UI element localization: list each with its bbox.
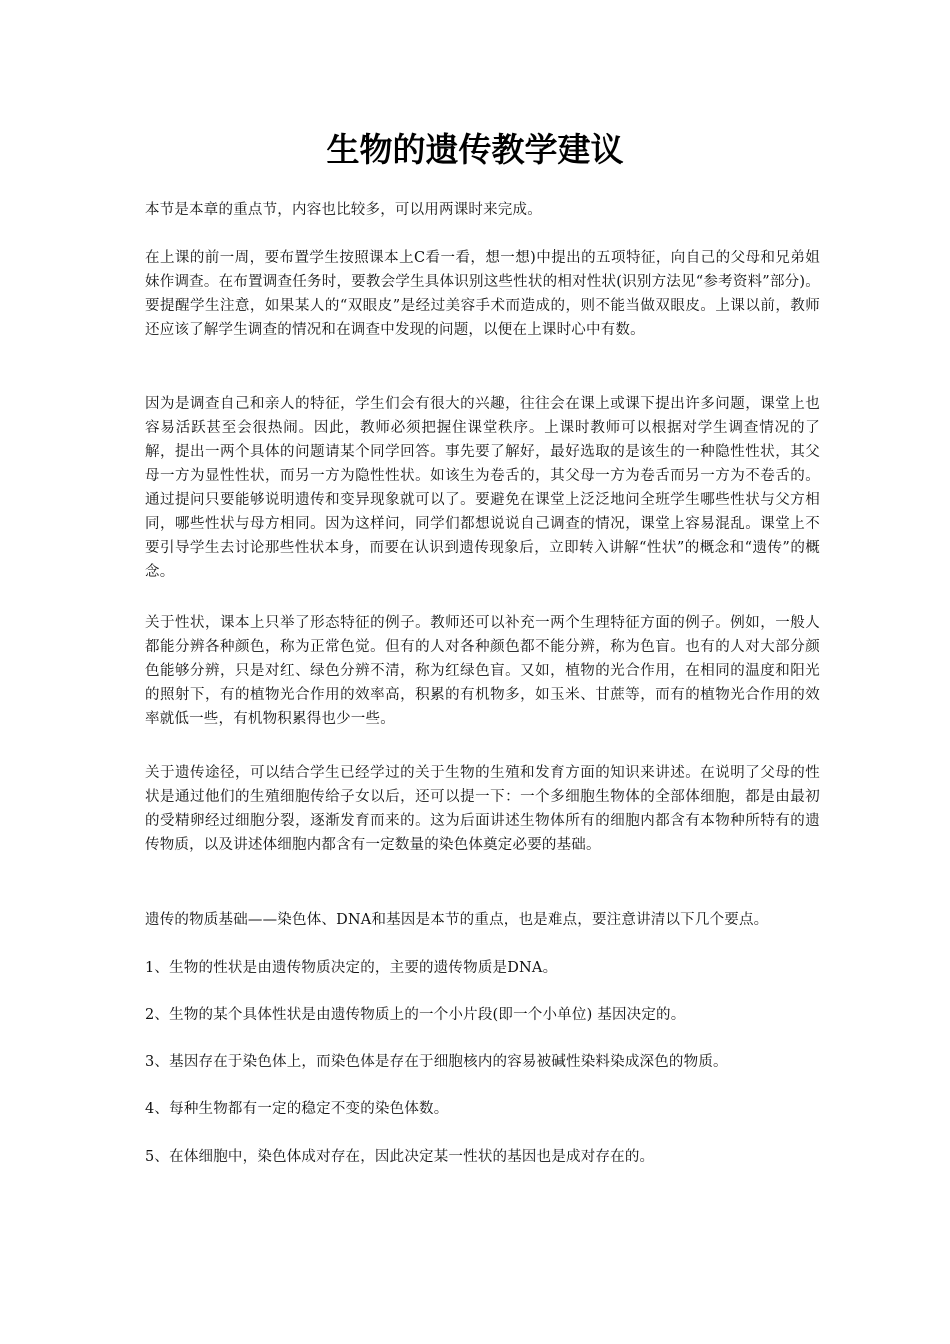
list-item-1: 1、生物的性状是由遗传物质决定的，主要的遗传物质是DNA。 (145, 960, 558, 976)
document-title: 生物的遗传教学建议 (326, 130, 624, 169)
paragraph-intro: 本节是本章的重点节，内容也比较多，可以用两课时来完成。 (145, 202, 542, 218)
list-item-5: 5、在体细胞中，染色体成对存在，因此决定某一性状的基因也是成对存在的。 (145, 1149, 655, 1165)
list-item-4: 4、每种生物都有一定的稳定不变的染色体数。 (145, 1101, 449, 1117)
paragraph-traits: 关于性状，课本上只举了形态特征的例子。教师还可以补充一两个生理特征方面的例子。例如，一般人都能分辨各种颜色，称为正常色觉。但有的人对各种颜色都不能分辨，称为色盲。也有的人对大部分颜色能够分辨，只是对红、绿色分辨不清，称为红绿色盲。又如，植物的光合作用，在相同的温度和阳光的照射下，有的植物光合作用的效率高，积累的有机物多，如玉米、甘蔗等，而有的植物光合作用的效率就低一些，有机物积累得也少一些。 (145, 615, 820, 727)
list-item-3: 3、基因存在于染色体上，而染色体是存在于细胞核内的容易被碱性染料染成深色的物质。 (145, 1054, 728, 1070)
paragraph-inheritance-path: 关于遗传途径，可以结合学生已经学过的关于生物的生殖和发育方面的知识来讲述。在说明了父母的性状是通过他们的生殖细胞传给子女以后，还可以提一下：一个多细胞生物体的全部体细胞，都是由最初的受精卵经过细胞分裂，逐渐发育而来的。这为后面讲述生物体所有的细胞内都含有本物种所特有的遗传物质，以及讲述体细胞内都含有一定数量的染色体奠定必要的基础。 (145, 765, 820, 853)
paragraph-preparation: 在上课的前一周，要布置学生按照课本上C看一看，想一想)中提出的五项特征，向自己的父母和兄弟姐妹作调查。在布置调查任务时，要教会学生具体识别这些性状的相对性状(识别方法见“参考资料”部分)。要提醒学生注意，如果某人的“双眼皮”是经过美容手术而造成的，则不能当做双眼皮。上课以前，教师还应该了解学生调查的情况和在调查中发现的问题，以便在上课时心中有数。 (145, 250, 820, 338)
paragraph-classroom: 因为是调查自己和亲人的特征，学生们会有很大的兴趣，往往会在课上或课下提出许多问题，课堂上也容易活跃甚至会很热闹。因此，教师必须把握住课堂秩序。上课时教师可以根据对学生调查情况的了解，提出一两个具体的问题请某个同学回答。事先要了解好，最好选取的是该生的一种隐性性状，其父母一方为显性性状，而另一方为隐性性状。如该生为卷舌的，其父母一方为卷舌而另一方为不卷舌的。通过提问只要能够说明遗传和变异现象就可以了。要避免在课堂上泛泛地问全班学生哪些性状与父方相同，哪些性状与母方相同。因为这样问，同学们都想说说自己调查的情况，课堂上容易混乱。课堂上不要引导学生去讨论那些性状本身，而要在认识到遗传现象后，立即转入讲解“性状”的概念和“遗传”的概念。 (145, 396, 820, 580)
paragraph-material-basis: 遗传的物质基础——染色体、DNA和基因是本节的重点，也是难点，要注意讲清以下几个要点。 (145, 912, 769, 928)
list-item-2: 2、生物的某个具体性状是由遗传物质上的一个小片段(即一个小单位) 基因决定的。 (145, 1007, 686, 1023)
